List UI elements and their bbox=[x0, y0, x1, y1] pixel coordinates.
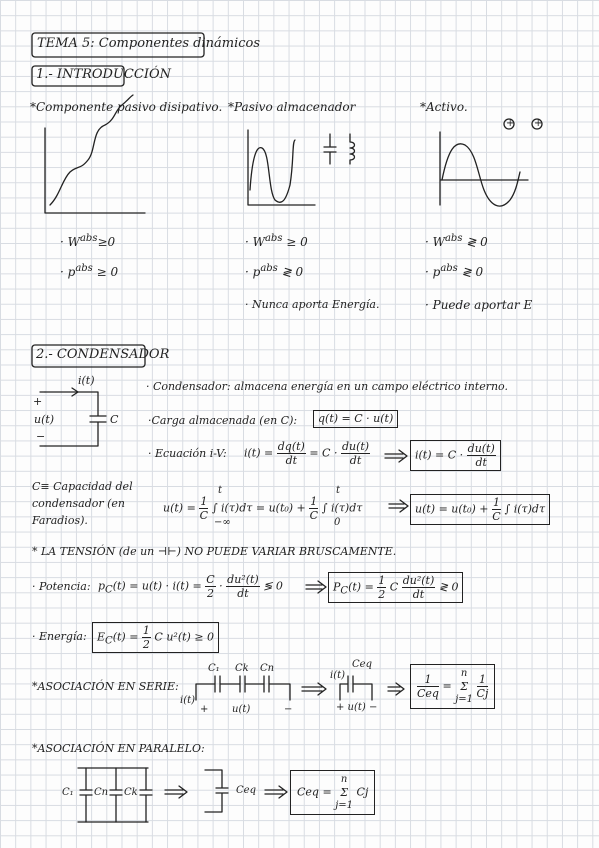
integral-boxed-equation: u(t) = u(t₀) + $\frac{1}{C}$ ∫ i(τ)dτ bbox=[410, 494, 550, 525]
energy-label: · Energía: bbox=[32, 630, 87, 643]
active-graph bbox=[440, 119, 542, 206]
charge-equation: q(t) = C · u(t) bbox=[313, 410, 398, 428]
parallel-heading: *ASOCIACIÓN EN PARALELO: bbox=[32, 742, 205, 755]
power-boxed-equation: $P_C(t)$ = $\frac{1}{2}$ C $\frac{\text{du²(t)}}{dt}$ ≷ 0 bbox=[328, 572, 463, 603]
charge-label: ·Carga almacenada (en C): bbox=[148, 414, 298, 427]
series-cap-label-1: C₁ bbox=[208, 663, 220, 674]
series-current-label-2: i(t) bbox=[330, 670, 346, 681]
storage-bullet-note: · Nunca aporta Energía. bbox=[245, 298, 380, 311]
integral-equation: u(t) = $\frac{1}{C}$ ∫ i(τ)dτ = u(t₀) + $\frac{1}{C}$ ∫ i(τ)dτ bbox=[163, 495, 363, 522]
circuit-voltage-label: u(t) bbox=[34, 413, 55, 426]
storage-bullet-p: · $p^{abs}$ ≷ 0 bbox=[245, 263, 304, 279]
integral-limit-bottom-2: 0 bbox=[334, 517, 341, 528]
iv-boxed-equation: i(t) = C · $\frac{du(t)}{dt}$ bbox=[410, 440, 501, 471]
parallel-cap-label-1: C₁ bbox=[62, 787, 74, 798]
active-heading: *Activo. bbox=[420, 100, 468, 114]
series-minus: − bbox=[284, 704, 293, 715]
section-1-heading: 1.- INTRODUCCIÓN bbox=[36, 67, 171, 82]
dissipative-heading: *Componente pasivo disipativo. bbox=[30, 100, 223, 114]
active-bullet-note: · Puede aportar E bbox=[425, 298, 533, 312]
series-equivalent-label: Ceq bbox=[352, 659, 372, 670]
dissipative-bullet-w: · $W^{abs}\ge 0$ bbox=[60, 233, 116, 249]
power-label: · Potencia: bbox=[32, 580, 91, 593]
page-title: TEMA 5: Componentes dinámicos bbox=[37, 36, 261, 51]
parallel-equivalent-label: Ceq bbox=[236, 785, 256, 796]
section-2-heading: 2.- CONDENSADOR bbox=[36, 347, 170, 362]
capacitor-coil-symbols bbox=[324, 134, 355, 164]
iv-label: · Ecuación i-V: bbox=[148, 447, 227, 460]
active-bullet-w: · $W^{abs}$ ≷ 0 bbox=[425, 233, 488, 249]
series-plus: + bbox=[200, 704, 209, 715]
iv-equation: i(t) = $\frac{dq(t)}{dt}$ = C · $\frac{du(t)}{dt}$ bbox=[244, 440, 370, 467]
circuit-plus: + bbox=[33, 395, 43, 408]
series-current-label: i(t) bbox=[180, 695, 196, 706]
integral-limit-bottom-1: −∞ bbox=[214, 517, 231, 528]
plus-sign-1: + bbox=[506, 118, 515, 129]
series-voltage-label-2: + u(t) − bbox=[336, 702, 378, 713]
integral-limit-top-1: t bbox=[218, 485, 223, 496]
active-bullet-p: · $p^{abs}$ ≷ 0 bbox=[425, 263, 484, 279]
parallel-boxed-equation: Ceq = n Σ j=1 Cj bbox=[290, 770, 375, 815]
series-heading: *ASOCIACIÓN EN SERIE: bbox=[32, 680, 179, 693]
series-voltage-label: u(t) bbox=[232, 704, 251, 715]
energy-boxed-equation: $E_C(t)$ = $\frac{1}{2}$ C u²(t) ≥ 0 bbox=[92, 622, 219, 653]
storage-graph bbox=[248, 130, 315, 205]
circuit-capacitor-label: C bbox=[110, 413, 119, 426]
storage-heading: *Pasivo almacenador bbox=[228, 100, 356, 114]
parallel-cap-label-k: Ck bbox=[124, 787, 138, 798]
parallel-cap-label-n: Cn bbox=[94, 787, 109, 798]
capacity-note-1: C≡ Capacidad del bbox=[32, 480, 133, 493]
series-circuit bbox=[196, 676, 404, 700]
storage-bullet-w: · $W^{abs} \ge 0$ bbox=[245, 233, 308, 249]
circuit-current-label: i(t) bbox=[78, 374, 95, 387]
series-boxed-equation: $\frac{1}{\text{Ceq}}$ = n Σ j=1 $\frac{1}{Cj}$ bbox=[410, 664, 495, 709]
circuit-minus: − bbox=[36, 430, 46, 443]
power-equation: $p_C(t) = u(t) \cdot i(t)$ = $\frac{C}{2}$ · $\frac{\text{du²(t)}}{dt}$ ≶ 0 bbox=[98, 573, 283, 600]
plus-sign-2: + bbox=[534, 118, 543, 129]
dissipative-bullet-p: · $p^{abs} \ge 0$ bbox=[60, 263, 119, 279]
integral-limit-top-2: t bbox=[336, 485, 341, 496]
voltage-continuity-note: * LA TENSIÓN (de un ⊣⊢) NO PUEDE VARIAR BRUSCAMENTE. bbox=[32, 545, 397, 558]
capacitor-definition: · Condensador: almacena energía en un campo eléctrico interno. bbox=[146, 380, 508, 393]
capacity-note-3: Faradios). bbox=[32, 514, 88, 527]
capacity-note-2: condensador (en bbox=[32, 497, 126, 510]
series-cap-label-n: Cn bbox=[260, 663, 275, 674]
series-cap-label-k: Ck bbox=[235, 663, 249, 674]
